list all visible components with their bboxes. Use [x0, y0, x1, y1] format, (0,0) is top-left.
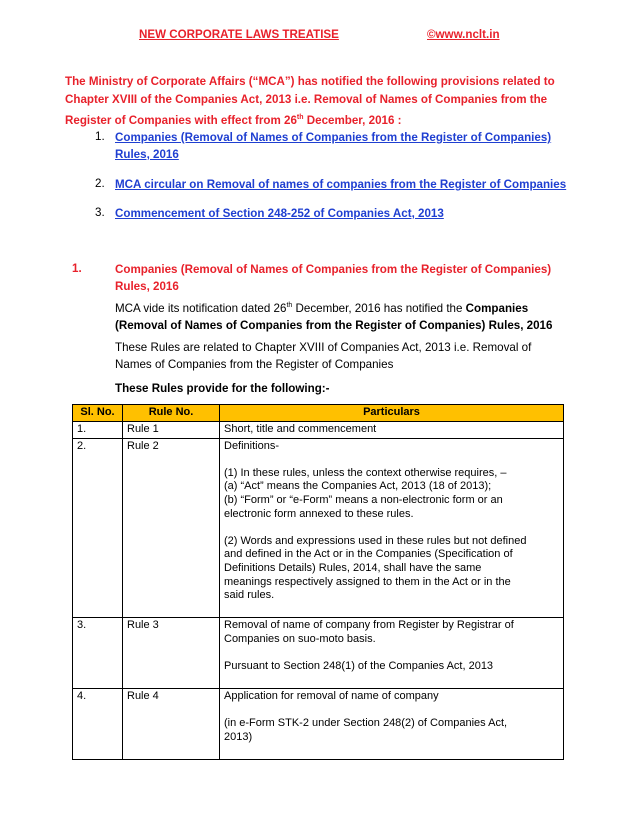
particulars-line: [224, 453, 559, 467]
intro-sup: th: [296, 114, 304, 121]
cell-rule-no: Rule 4: [123, 689, 220, 760]
particulars-line: Application for removal of name of company: [224, 690, 439, 703]
cell-particulars: [220, 438, 564, 618]
toc-link-text[interactable]: MCA circular on Removal of names of companies from the Register of Companies: [115, 178, 567, 191]
para-text: MCA vide its notification dated 26: [115, 301, 287, 315]
header-rule-no: Rule No.: [123, 405, 220, 422]
cell-rule-no: Rule 2: [123, 438, 220, 618]
table-header-row: [73, 405, 564, 422]
intro-line: The Ministry of Corporate Affairs (“MCA”) has notified the following provisions related to: [65, 75, 555, 88]
toc-number: 1.: [95, 130, 105, 143]
header-site-link[interactable]: ©www.nclt.in: [427, 28, 500, 41]
table-row: [73, 422, 564, 439]
particulars-line: and defined in the Act or in the Companies (Specification of: [224, 548, 513, 561]
particulars-line: [224, 674, 559, 688]
rules-provide-heading: These Rules provide for the following:-: [115, 382, 330, 395]
particulars-line: [224, 521, 559, 535]
rules-table: [72, 404, 564, 760]
toc-link-text[interactable]: Rules, 2016: [115, 147, 179, 161]
particulars-line: (2) Words and expressions used in these rules but not defined: [224, 534, 527, 547]
particulars-line: Companies on suo-moto basis.: [224, 632, 376, 645]
particulars-line: [224, 603, 559, 617]
section-title: [115, 262, 570, 295]
cell-rule-no: Rule 1: [123, 422, 220, 439]
intro-line: December, 2016 :: [303, 113, 402, 127]
toc-link-commencement[interactable]: [115, 206, 575, 223]
particulars-line: 2013): [224, 731, 253, 744]
toc-link-text[interactable]: Commencement of Section 248-252 of Companies Act, 2013: [115, 207, 444, 220]
toc-number: 3.: [95, 206, 105, 219]
intro-paragraph: [65, 73, 575, 130]
cell-sl-no: 4.: [73, 689, 123, 760]
section-title-line: Rules, 2016: [115, 279, 179, 293]
table-row: [73, 618, 564, 689]
para-bold: Companies: [465, 301, 529, 315]
particulars-line: [224, 704, 559, 718]
cell-sl-no: 1.: [73, 422, 123, 439]
particulars-line: Pursuant to Section 248(1) of the Companies Act, 2013: [224, 660, 494, 673]
particulars-line: (b) “Form” or “e-Form” means a non-electronic form or an: [224, 493, 503, 506]
cell-rule-no: Rule 3: [123, 618, 220, 689]
section-number: 1.: [72, 262, 82, 275]
cell-sl-no: 3.: [73, 618, 123, 689]
header-title: NEW CORPORATE LAWS TREATISE: [139, 28, 339, 41]
toc-number: 2.: [95, 177, 105, 190]
particulars-line: Short, title and commencement: [224, 423, 377, 435]
table-row: [73, 438, 564, 618]
particulars-line: Definitions-: [224, 439, 280, 452]
section-title-line: Companies (Removal of Names of Companies from the Register of Companies): [115, 263, 552, 276]
para-text: These Rules are related to Chapter XVIII of Companies Act, 2013 i.e. Removal of: [115, 341, 532, 354]
header-particulars: Particulars: [220, 405, 564, 422]
header-sl-no: Sl. No.: [73, 405, 123, 422]
toc-link-circular[interactable]: [115, 177, 575, 194]
para-bold: (Removal of Names of Companies from the Register of Companies) Rules, 2016: [115, 318, 553, 332]
para-text: December, 2016 has notified the: [292, 301, 466, 315]
particulars-line: electronic form annexed to these rules.: [224, 507, 414, 520]
toc-link-text[interactable]: Companies (Removal of Names of Companies from the Register of Companies): [115, 131, 552, 144]
particulars-line: Removal of name of company from Register by Registrar of: [224, 619, 514, 632]
toc-link-rules[interactable]: [115, 130, 575, 163]
particulars-line: (1) In these rules, unless the context otherwise requires, –: [224, 466, 507, 479]
para-text: Names of Companies from the Register of Companies: [115, 358, 394, 371]
cell-sl-no: 2.: [73, 438, 123, 618]
particulars-line: Definitions Details) Rules, 2014, shall have the same: [224, 561, 482, 574]
intro-line: Chapter XVIII of the Companies Act, 2013 i.e. Removal of Names of Companies from the: [65, 93, 548, 106]
rules-related-paragraph: [115, 339, 565, 373]
particulars-line: (in e-Form STK-2 under Section 248(2) of Companies Act,: [224, 717, 508, 730]
cell-particulars: [220, 618, 564, 689]
particulars-line: (a) “Act” means the Companies Act, 2013 (18 of 2013);: [224, 480, 492, 493]
notification-paragraph: [115, 297, 565, 334]
cell-particulars: [220, 422, 564, 439]
particulars-line: [224, 745, 559, 759]
intro-line: Register of Companies with effect from 26: [65, 113, 297, 127]
particulars-line: meanings respectively assigned to them in the Act or in the: [224, 575, 511, 588]
table-row: [73, 689, 564, 760]
particulars-line: said rules.: [224, 589, 275, 602]
particulars-line: [224, 647, 559, 661]
cell-particulars: [220, 689, 564, 760]
para-sup: th: [286, 302, 293, 309]
